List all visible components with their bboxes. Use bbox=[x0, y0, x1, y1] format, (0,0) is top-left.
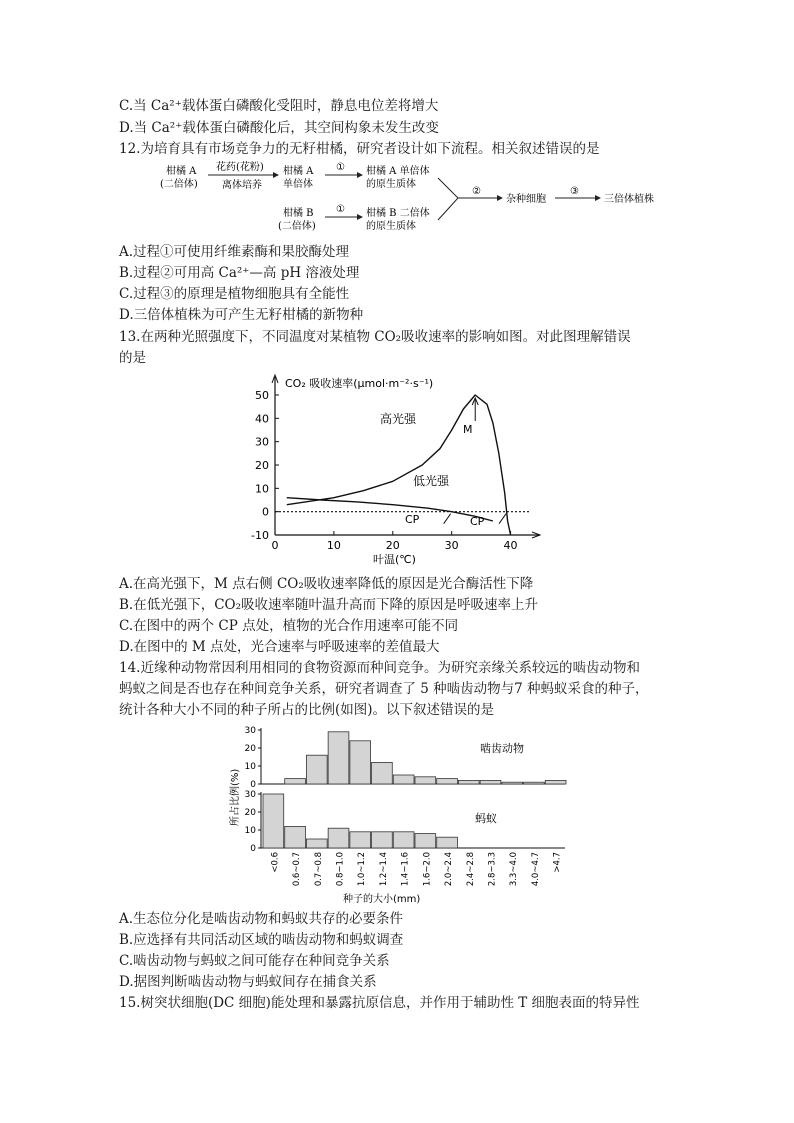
chart13-y-tick-label: 20 bbox=[255, 459, 269, 472]
chart13-high-light-label: 高光强 bbox=[380, 412, 417, 426]
chart14-x-tick-label: 4.0~4.7 bbox=[530, 852, 541, 887]
chart14-bar bbox=[415, 777, 436, 784]
chart13-y-tick-label: 40 bbox=[255, 412, 269, 426]
chart14-x-tick-label: 2.0~2.4 bbox=[444, 852, 455, 887]
chart14-x-tick-label: 2.8~3.3 bbox=[487, 852, 498, 887]
chart14-y-tick-label: 20 bbox=[244, 744, 256, 754]
chart14-xlabel: 种子的大小(mm) bbox=[343, 894, 421, 905]
chart14-bar bbox=[545, 780, 566, 784]
chart14-x-tick-label: 0.6~0.7 bbox=[292, 852, 303, 887]
question-14-stem-line3: 统计各种大小不同的种子所占的比例(如图)。以下叙述错误的是 bbox=[119, 702, 495, 718]
chart14-bar bbox=[306, 839, 327, 848]
chart14-x-tick-label: 1.6~2.0 bbox=[422, 852, 433, 887]
chart14-bar bbox=[372, 832, 393, 848]
option-d-q11: D.当 Ca²⁺载体蛋白磷酸化后，其空间构象未发生改变 bbox=[119, 120, 439, 136]
chart14-bar bbox=[502, 782, 523, 784]
flow-triploid: 三倍体植株 bbox=[604, 194, 654, 205]
question-13-stem-line2: 的是 bbox=[119, 350, 146, 366]
flow-merge-lines bbox=[438, 178, 458, 220]
chart14-x-tick-label: 2.4~2.8 bbox=[465, 852, 476, 887]
chart14-x-tick-label: >4.7 bbox=[552, 852, 563, 873]
chart14-bar bbox=[328, 828, 349, 848]
chart14-y-tick-label: 0 bbox=[250, 780, 256, 790]
chart14-x-tick-label: 3.3~4.0 bbox=[509, 852, 520, 887]
chart14-bar bbox=[328, 732, 349, 784]
chart14-bar bbox=[524, 782, 545, 784]
chart14-x-tick-label: 1.0~1.2 bbox=[357, 852, 368, 887]
question-14-stem-line1: 14.近缘种动物常因利用相同的食物资源而种间竞争。为研究亲缘关系较远的啮齿动物和 bbox=[119, 660, 640, 676]
chart14-ant-label: 蚂蚁 bbox=[475, 812, 497, 825]
chart13-y-tick-label: 50 bbox=[255, 389, 269, 402]
flow-step1-a: ① bbox=[336, 162, 345, 173]
chart14-bar bbox=[458, 780, 479, 784]
flow-hybrid: 杂种细胞 bbox=[506, 194, 546, 205]
chart14-bar bbox=[306, 755, 327, 784]
chart14-bar bbox=[393, 832, 414, 848]
option-a-q14: A.生态位分化是啮齿动物和蚂蚁共存的必要条件 bbox=[119, 911, 404, 927]
chart14-bar bbox=[285, 779, 306, 784]
chart14-x-tick-label: 0.7~0.8 bbox=[313, 852, 324, 887]
option-d-q12: D.三倍体植株为可产生无籽柑橘的新物种 bbox=[119, 307, 364, 323]
chart14-y-tick-label: 10 bbox=[244, 826, 256, 836]
chart14-bar bbox=[350, 741, 371, 784]
flow-step1-b: ① bbox=[336, 204, 345, 215]
chart13-label-cp2: CP bbox=[470, 515, 485, 528]
chart14-ylabel: 所占比例(%) bbox=[230, 768, 241, 826]
flow-culture: 离体培养 bbox=[222, 180, 262, 191]
question-14-stem-line2: 蚂蚁之间是否也存在种间竞争关系，研究者调查了 5 种啮齿动物与7 种蚂蚁采食的种子， bbox=[119, 681, 649, 697]
flow-a-haploid-sub: 单倍体 bbox=[283, 179, 313, 190]
question-12-stem: 12.为培育具有市场竞争力的无籽柑橘，研究者设计如下流程。相关叙述错误的是 bbox=[119, 141, 600, 157]
chart14-y-tick-label: 20 bbox=[244, 808, 256, 818]
chart14-y-tick-label: 0 bbox=[250, 844, 256, 854]
chart14-bar bbox=[480, 780, 501, 784]
flow-anther: 花药(花粉) bbox=[216, 162, 264, 173]
option-a-q13: A.在高光强下，M 点右侧 CO₂吸收速率降低的原因是光合酶活性下降 bbox=[119, 576, 534, 592]
option-c-q14: C.啮齿动物与蚂蚁之间可能存在种间竞争关系 bbox=[119, 953, 390, 969]
chart13-label-cp1: CP bbox=[405, 513, 420, 526]
chart13-cp2-arrow bbox=[499, 514, 506, 524]
chart13-label-m: M bbox=[463, 423, 473, 436]
flow-a-haploid: 柑橘 A bbox=[283, 166, 314, 177]
flow-a-parent: 柑橘 A bbox=[166, 166, 197, 177]
flow-b-proto-sub: 的原生质体 bbox=[366, 221, 416, 232]
chart13-xlabel: 叶温(℃) bbox=[373, 553, 416, 566]
chart14-bar bbox=[437, 837, 458, 848]
chart14-bar bbox=[350, 832, 371, 848]
chart13-low-light-line bbox=[287, 498, 493, 521]
chart13-x-tick-label: 20 bbox=[385, 539, 400, 552]
chart13-x-tick-label: 0 bbox=[271, 539, 279, 552]
chart13-ylabel: CO₂ 吸收速率(μmol·m⁻²·s⁻¹) bbox=[285, 377, 434, 390]
flow-step2: ② bbox=[472, 186, 481, 197]
flow-step3: ③ bbox=[570, 186, 579, 197]
question-13-stem-line1: 13.在两种光照强度下，不同温度对某植物 CO₂吸收速率的影响如图。对此图理解错误 bbox=[119, 329, 631, 345]
option-b-q14: B.应选择有共同活动区域的啮齿动物和蚂蚁调查 bbox=[119, 932, 404, 948]
chart14-bar bbox=[393, 775, 414, 784]
chart14-x-tick-label: 1.2~1.4 bbox=[378, 852, 389, 887]
chart14-bar bbox=[263, 794, 284, 848]
chart13-low-light-label: 低光强 bbox=[413, 474, 450, 488]
chart14-y-tick-label: 30 bbox=[244, 726, 256, 736]
chart14-bar bbox=[372, 762, 393, 784]
option-a-q12: A.过程①可使用纤维素酶和果胶酶处理 bbox=[119, 244, 350, 260]
option-c-q13: C.在图中的两个 CP 点处，植物的光合作用速率可能不同 bbox=[119, 618, 459, 634]
option-b-q12: B.过程②可用高 Ca²⁺—高 pH 溶液处理 bbox=[119, 265, 360, 281]
option-c-q11: C.当 Ca²⁺载体蛋白磷酸化受阻时，静息电位差将增大 bbox=[119, 98, 439, 114]
chart14-bar bbox=[415, 834, 436, 848]
option-c-q12: C.过程③的原理是植物细胞具有全能性 bbox=[119, 286, 350, 302]
breeding-flow-diagram bbox=[150, 158, 670, 238]
chart14-x-tick-label: <0.6 bbox=[270, 852, 281, 873]
chart14-bar bbox=[285, 826, 306, 848]
option-b-q13: B.在低光强下，CO₂吸收速率随叶温升高而下降的原因是呼吸速率上升 bbox=[119, 597, 539, 613]
chart13-y-tick-label: 0 bbox=[262, 505, 269, 519]
question-15-stem: 15.树突状细胞(DC 细胞)能处理和暴露抗原信息，并作用于辅助性 T 细胞表面的特异性 bbox=[119, 995, 640, 1011]
chart14-y-tick-label: 30 bbox=[244, 790, 256, 800]
flow-a-proto: 柑橘 A 单倍体 bbox=[366, 166, 430, 177]
flow-b-proto: 柑橘 B 二倍体 bbox=[366, 208, 430, 219]
chart14-x-tick-label: 0.8~1.0 bbox=[335, 852, 346, 887]
flow-a-proto-sub: 的原生质体 bbox=[366, 179, 416, 190]
seed-size-chart bbox=[225, 722, 580, 907]
co2-uptake-chart bbox=[225, 365, 555, 570]
flow-a-parent-ploidy: (二倍体) bbox=[160, 179, 198, 190]
chart13-x-tick-label: 30 bbox=[444, 539, 459, 552]
chart13-y-tick-label: 10 bbox=[255, 482, 269, 496]
option-d-q13: D.在图中的 M 点处，光合速率与呼吸速率的差值最大 bbox=[119, 639, 440, 655]
option-d-q14: D.据图判断啮齿动物与蚂蚁间存在捕食关系 bbox=[119, 974, 377, 990]
flow-b-parent-ploidy: (二倍体) bbox=[278, 221, 316, 232]
chart13-x-tick-label: 10 bbox=[326, 539, 341, 552]
chart14-rodent-label: 啮齿动物 bbox=[480, 742, 524, 755]
chart14-bar bbox=[437, 779, 458, 784]
chart13-cp1-arrow bbox=[444, 514, 451, 524]
chart13-x-tick-label: 40 bbox=[503, 539, 518, 552]
chart14-x-tick-label: 1.4~1.6 bbox=[400, 852, 411, 887]
chart14-y-tick-label: 10 bbox=[244, 762, 256, 772]
chart13-y-tick-label: 30 bbox=[255, 435, 269, 449]
chart13-y-tick-label: -10 bbox=[251, 529, 269, 542]
flow-b-parent: 柑橘 B bbox=[283, 208, 314, 219]
